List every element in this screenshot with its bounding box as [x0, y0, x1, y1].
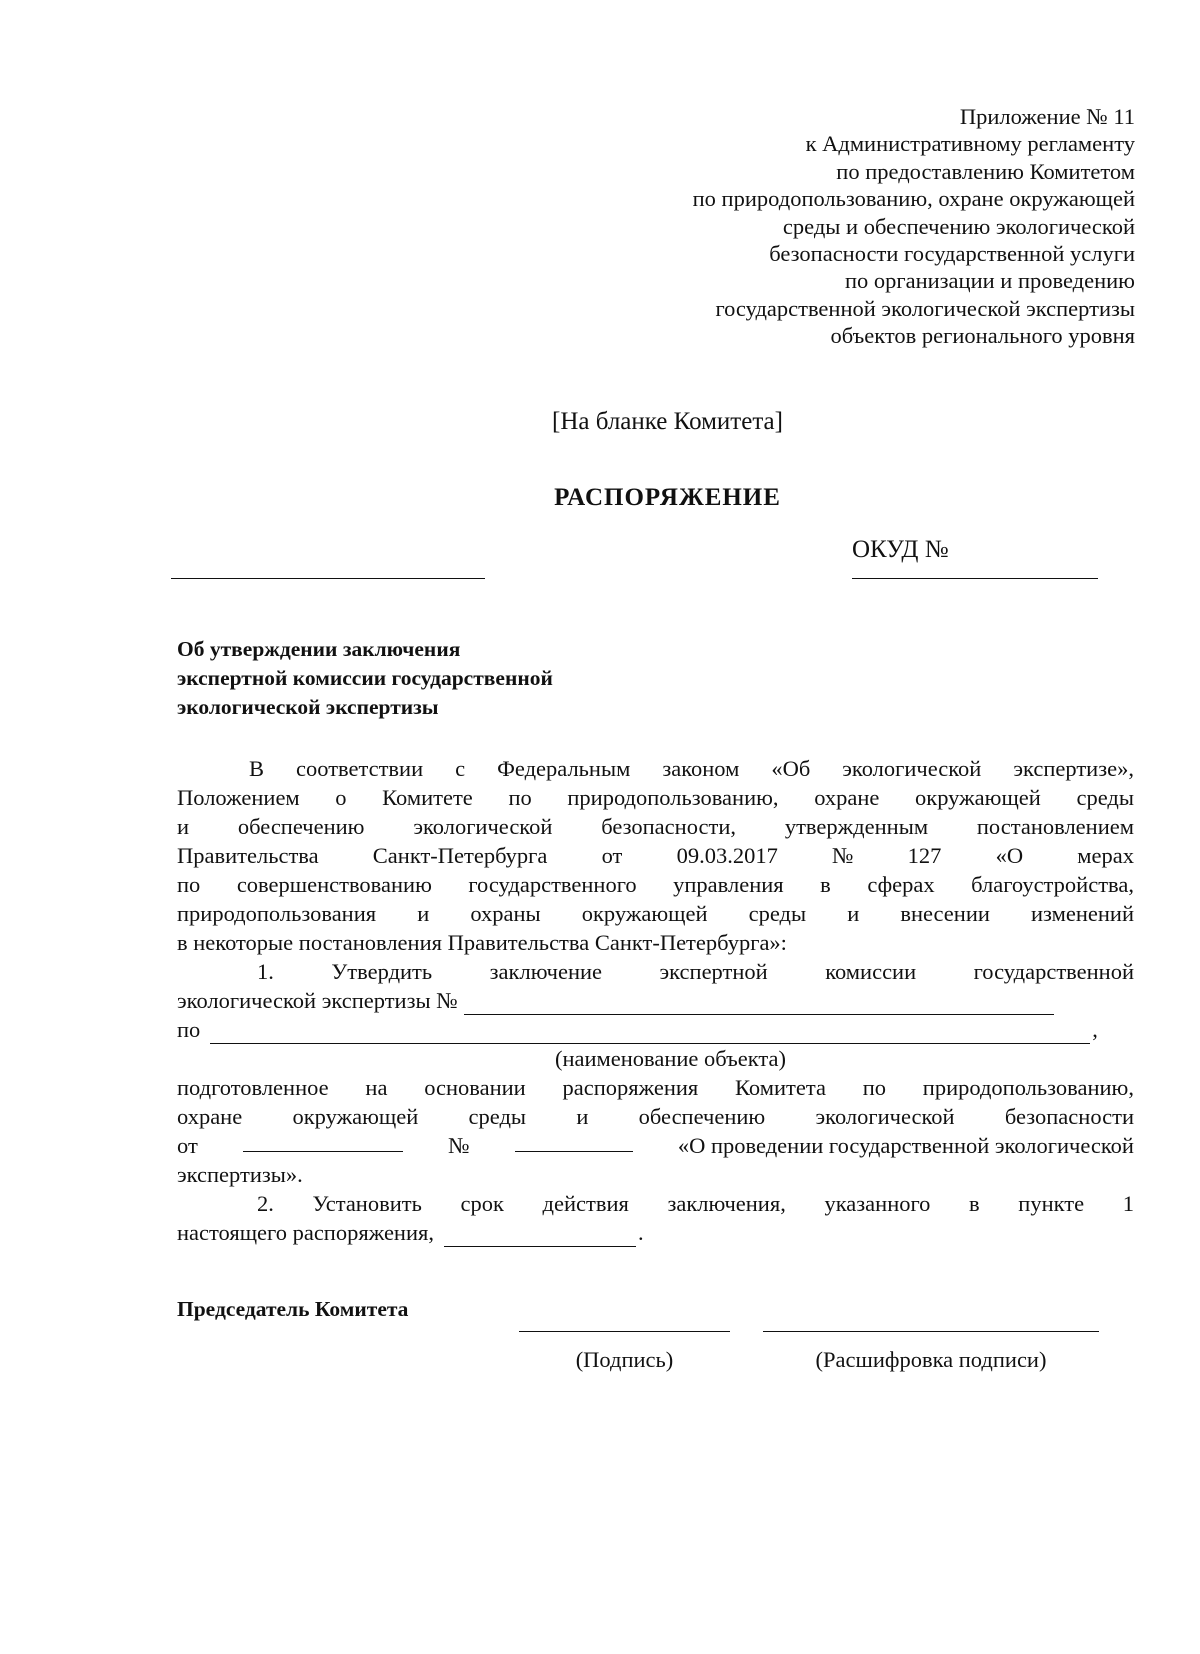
word: по	[862, 1075, 887, 1100]
word: Установить	[312, 1191, 422, 1216]
preamble-line	[177, 870, 1134, 899]
letterhead-note: [На бланке Комитета]	[552, 408, 783, 435]
item-2-line	[177, 1218, 1134, 1247]
word: и	[417, 901, 430, 926]
word: безопасности	[1004, 1104, 1134, 1129]
expertise-number-blank	[464, 994, 1054, 1015]
item-1-line: экспертизы».	[177, 1162, 303, 1187]
number-sign: №	[448, 1133, 470, 1158]
word: Санкт-Петербурга	[372, 843, 548, 868]
item-1-line	[177, 957, 1134, 986]
expertise-number-label: экологической экспертизы №	[177, 988, 458, 1013]
signature-caption: (Подпись)	[575, 1347, 674, 1372]
item-number: 2.	[257, 1191, 274, 1216]
word: законом	[662, 756, 740, 781]
word: обеспечению	[638, 1104, 766, 1129]
appendix-line: безопасности государственной услуги	[769, 241, 1135, 267]
item-1-line	[177, 1015, 1134, 1044]
appendix-line: Приложение № 11	[959, 104, 1135, 129]
item-number: 1.	[257, 959, 274, 984]
word: природопользования	[177, 901, 377, 926]
word: постановлением	[976, 814, 1134, 839]
word: обеспечению	[237, 814, 365, 839]
item-1-line	[177, 1131, 1134, 1160]
word: комиссии	[825, 959, 917, 984]
word: подготовленное	[177, 1075, 329, 1100]
word: соответствии	[296, 756, 424, 781]
preamble-line	[177, 841, 1134, 870]
word: совершенствованию	[236, 872, 432, 897]
subject-line: экологической экспертизы	[177, 695, 439, 719]
word: среды	[1076, 785, 1134, 810]
word: от	[601, 843, 623, 868]
appendix-header	[693, 103, 1135, 350]
word: «О	[995, 843, 1024, 868]
word: государственного	[468, 872, 637, 897]
object-label: по	[177, 1017, 201, 1042]
word: экспертизе»,	[1013, 756, 1134, 781]
appendix-line: к Административному регламенту	[805, 131, 1135, 157]
word: Федеральным	[497, 756, 631, 781]
word: утвержденным	[784, 814, 929, 839]
word: №	[832, 843, 854, 868]
word: Комитета	[735, 1075, 826, 1100]
preamble-line	[177, 783, 1134, 812]
appendix-line: среды и обеспечению экологической	[782, 213, 1135, 239]
word: Утвердить	[331, 959, 433, 984]
word: экологической	[815, 1104, 955, 1129]
subject-line: Об утверждении заключения	[177, 637, 461, 661]
word: экологической	[842, 756, 982, 781]
word: Комитете	[382, 785, 473, 810]
word: в	[969, 1191, 980, 1216]
preamble-line: в некоторые постановления Правительства Санкт-Петербурга»:	[177, 930, 787, 955]
validity-label: настоящего распоряжения,	[177, 1220, 434, 1245]
word: заключения,	[667, 1191, 786, 1216]
appendix-line: государственной экологической экспертизы	[715, 295, 1135, 321]
item-1-line	[177, 1073, 1134, 1102]
word: природопользованию,	[922, 1075, 1134, 1100]
item-1-line	[177, 1102, 1134, 1131]
appendix-line: по организации и проведению	[844, 268, 1135, 294]
word: мерах	[1077, 843, 1134, 868]
order-date-blank	[243, 1131, 403, 1152]
item-2-line	[177, 1189, 1134, 1218]
word: среды	[468, 1104, 527, 1129]
word: среды	[748, 901, 807, 926]
subject-line: экспертной комиссии государственной	[177, 666, 553, 690]
signature-decode-caption: (Расшифровка подписи)	[815, 1347, 1047, 1372]
word: 09.03.2017	[676, 843, 778, 868]
word: Положением	[177, 785, 300, 810]
word: благоустройства,	[971, 872, 1134, 897]
word: заключение	[489, 959, 603, 984]
period: .	[637, 1220, 644, 1245]
preamble-line	[177, 812, 1134, 841]
word: изменений	[1031, 901, 1134, 926]
object-name-blank	[210, 1023, 1090, 1044]
word: охране	[177, 1104, 243, 1129]
word: окружающей	[915, 785, 1041, 810]
document-body	[177, 754, 1134, 1247]
word: в	[820, 872, 831, 897]
signature-decode-blank-line	[763, 1331, 1099, 1332]
word: безопасности,	[601, 814, 736, 839]
date-label: от	[177, 1133, 198, 1158]
word: основании	[424, 1075, 526, 1100]
word: охраны	[470, 901, 541, 926]
word: срок	[460, 1191, 504, 1216]
subject-heading	[177, 635, 553, 722]
appendix-line: по предоставлению Комитетом	[836, 158, 1135, 184]
object-name-caption: (наименование объекта)	[554, 1046, 787, 1071]
word: на	[365, 1075, 388, 1100]
signature-blank-line	[519, 1331, 730, 1332]
word: экологической	[413, 814, 553, 839]
appendix-line: объектов регионального уровня	[830, 323, 1135, 349]
word: пункте	[1018, 1191, 1085, 1216]
word: В	[249, 756, 265, 781]
preamble-line	[177, 899, 1134, 928]
date-blank-line	[171, 578, 485, 579]
word: природопользованию,	[567, 785, 779, 810]
order-number-blank	[515, 1131, 633, 1152]
okud-number-blank-line	[852, 578, 1098, 579]
word: о	[335, 785, 347, 810]
word: «Об	[771, 756, 811, 781]
word: окружающей	[581, 901, 708, 926]
signer-title: Председатель Комитета	[177, 1297, 409, 1321]
word: действия	[542, 1191, 629, 1216]
word: по	[177, 872, 201, 897]
word: Правительства	[177, 843, 319, 868]
okud-label: ОКУД №	[852, 536, 949, 563]
word: и	[177, 814, 190, 839]
appendix-line: по природопользованию, охране окружающей	[692, 186, 1135, 212]
item-1-line	[177, 986, 1134, 1015]
word: и	[847, 901, 860, 926]
validity-period-blank	[444, 1226, 636, 1247]
order-title: «О проведении государственной экологической	[677, 1133, 1134, 1158]
comma: ,	[1092, 1017, 1098, 1042]
word: с	[455, 756, 466, 781]
word: и	[576, 1104, 589, 1129]
word: управления	[673, 872, 784, 897]
document-type-title: РАСПОРЯЖЕНИЕ	[554, 484, 781, 511]
preamble-line	[177, 754, 1134, 783]
word: сферах	[867, 872, 935, 897]
word: охране	[814, 785, 880, 810]
word: по	[508, 785, 532, 810]
word: указанного	[824, 1191, 931, 1216]
word: экспертной	[659, 959, 768, 984]
word: государственной	[973, 959, 1134, 984]
word: 127	[907, 843, 942, 868]
word: внесении	[900, 901, 990, 926]
word: окружающей	[292, 1104, 419, 1129]
word: 1	[1122, 1191, 1134, 1216]
word: распоряжения	[562, 1075, 699, 1100]
